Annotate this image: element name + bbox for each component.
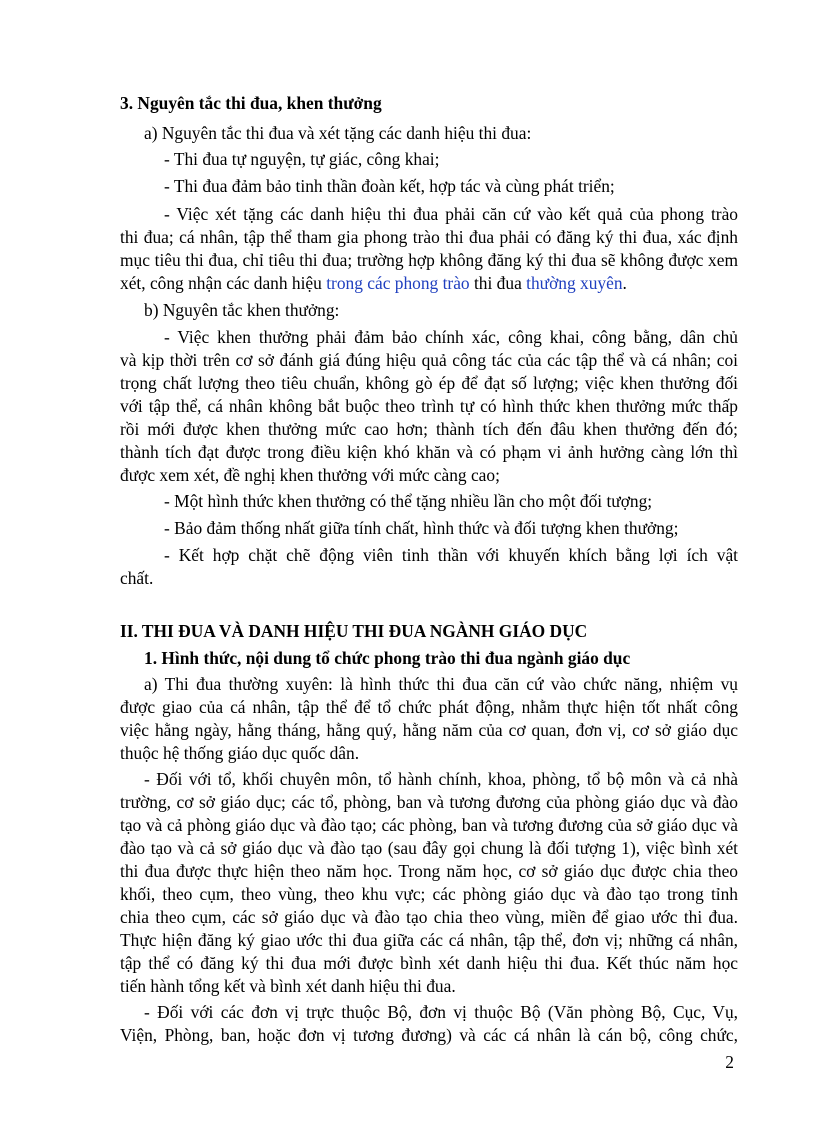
section-heading: 1. Hình thức, nội dung tổ chức phong trào thi đua ngành giáo dục [144, 648, 631, 668]
paragraph-line: với tập thể, cá nhân không bắt buộc theo trình tự có hình thức khen thưởng mức thấp [120, 396, 738, 416]
paragraph-line: khối, theo cụm, theo vùng, theo khu vực; các phòng giáo dục và đào tạo trong tỉnh [120, 884, 738, 904]
paragraph-line: rồi mới được khen thưởng mức cao hơn; thành tích đến đâu khen thưởng đến đó; [120, 419, 738, 439]
paragraph-line: - Đối với tổ, khối chuyên môn, tổ hành chính, khoa, phòng, tổ bộ môn và cả nhà [144, 769, 738, 789]
paragraph-line: việc hằng ngày, hằng tháng, hằng quý, hằng năm của cơ quan, đơn vị, cơ sở giáo dục [120, 720, 738, 740]
paragraph-line: trọng chất lượng theo tiêu chuẩn, không gò ép để đạt số lượng; việc khen thưởng đối [120, 373, 738, 393]
paragraph-line: đào tạo và cả sở giáo dục và đào tạo (sau đây gọi chung là đối tượng 1), việc bình xét [120, 838, 738, 858]
list-item: - Một hình thức khen thưởng có thể tặng nhiều lần cho một đối tượng; [164, 491, 653, 511]
paragraph-line: được giao của cá nhân, tập thể để tổ chức phát động, nhằm thực hiện tốt nhất công [120, 697, 738, 717]
paragraph-line: tập thể có đăng ký thi đua mới được bình xét danh hiệu thi đua. Kết thúc năm học [120, 953, 738, 973]
paragraph-line: thành tích đạt được trong điều kiện khó khăn và có phạm vi ảnh hưởng càng lớn thì [120, 442, 738, 462]
list-item: - Thi đua tự nguyện, tự giác, công khai; [164, 149, 440, 169]
paragraph-line: - Việc khen thưởng phải đảm bảo chính xác, công khai, công bằng, dân chủ [164, 327, 738, 347]
paragraph-line: Thực hiện đăng ký giao ước thi đua giữa các cá nhân, tập thể, đơn vị; những cá nhân, [120, 930, 738, 950]
paragraph-line [120, 273, 627, 293]
paragraph-line: - Việc xét tặng các danh hiệu thi đua phải căn cứ vào kết quả của phong trào [164, 204, 738, 224]
paragraph-line: và kịp thời trên cơ sở đánh giá đúng hiệu quả công tác của các tập thể và cá nhân; coi [120, 350, 738, 370]
paragraph-line: tạo và cả phòng giáo dục và đào tạo; các phòng, ban và tương đương của sở giáo dục và [120, 815, 738, 835]
link-thuong-xuyen[interactable]: thường xuyên [526, 273, 623, 293]
link-phong-trao[interactable]: trong các phong trào [326, 273, 470, 293]
paragraph-line: trường, cơ sở giáo dục; các tổ, phòng, ban và tương đương của phòng giáo dục và đào [120, 792, 738, 812]
paragraph-line: chất. [120, 568, 154, 588]
text-run: . [622, 273, 627, 293]
paragraph-line: được xem xét, đề nghị khen thưởng với mức càng cao; [120, 465, 500, 485]
text-run: xét, công nhận các danh hiệu [120, 273, 327, 293]
list-item: - Bảo đảm thống nhất giữa tính chất, hình thức và đối tượng khen thưởng; [164, 518, 679, 538]
subsection-heading-b: b) Nguyên tắc khen thưởng: [144, 300, 340, 320]
subsection-heading-a: a) Nguyên tắc thi đua và xét tặng các danh hiệu thi đua: [144, 123, 532, 143]
chapter-heading: II. THI ĐUA VÀ DANH HIỆU THI ĐUA NGÀNH GIÁO DỤC [120, 621, 588, 641]
paragraph-line: a) Thi đua thường xuyên: là hình thức thi đua căn cứ vào chức năng, nhiệm vụ [144, 674, 738, 694]
list-item: - Thi đua đảm bảo tinh thần đoàn kết, hợp tác và cùng phát triển; [164, 176, 615, 196]
paragraph-line: Viện, Phòng, ban, hoặc đơn vị tương đương) và các cá nhân là cán bộ, công chức, [120, 1025, 738, 1045]
paragraph-line: thuộc hệ thống giáo dục quốc dân. [120, 743, 360, 763]
paragraph-line: - Đối với các đơn vị trực thuộc Bộ, đơn vị thuộc Bộ (Văn phòng Bộ, Cục, Vụ, [144, 1002, 738, 1022]
paragraph-line: tiến hành tổng kết và bình xét danh hiệu thi đua. [120, 976, 456, 996]
page-number: 2 [725, 1052, 734, 1072]
paragraph-line: chia theo cụm, các sở giáo dục và đào tạo chia theo vùng, miền để giao ước thi đua. [120, 907, 738, 927]
text-run: thi đua [469, 273, 527, 293]
paragraph-line: - Kết hợp chặt chẽ động viên tinh thần với khuyến khích bằng lợi ích vật [164, 545, 738, 565]
paragraph-line: thi đua; cá nhân, tập thể tham gia phong trào thi đua phải có đăng ký thi đua, xác định [120, 227, 738, 247]
paragraph-line: mục tiêu thi đua, chỉ tiêu thi đua; trường hợp không đăng ký thi đua sẽ không được xem [120, 250, 738, 270]
section-heading: 3. Nguyên tắc thi đua, khen thưởng [120, 93, 382, 113]
paragraph-line: thi đua được thực hiện theo năm học. Trong năm học, cơ sở giáo dục được chia theo [120, 861, 738, 881]
